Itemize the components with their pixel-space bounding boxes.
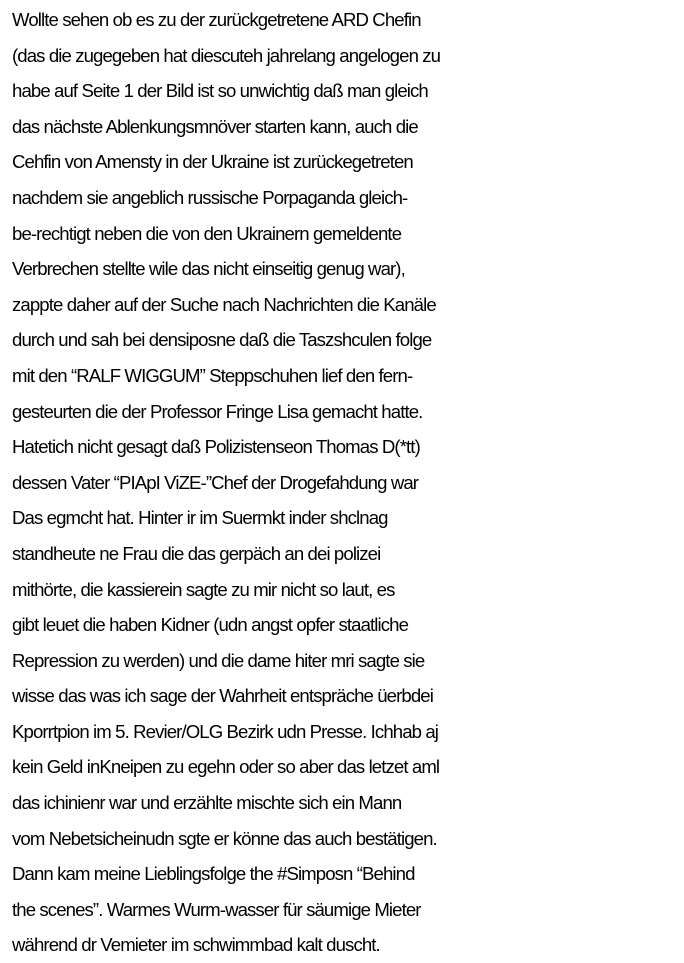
text-line: standheute ne Frau die das gerpäch an dei polizei <box>12 542 381 564</box>
text-line: gesteurten die der Professor Fringe Lisa gemacht hatte. <box>12 400 423 422</box>
text-line: (das die zugegeben hat diescuteh jahrelang angelogen zu <box>12 44 441 66</box>
text-line: Kporrtpion im 5. Revier/OLG Bezirk udn Presse. Ichhab aj <box>12 720 439 742</box>
text-line: während dr Vemieter im schwimmbad kalt duscht. <box>12 934 380 956</box>
text-line: dessen Vater “PIApI ViZE-”Chef der Drogefahdung war <box>12 471 419 493</box>
text-line: vom Nebetsicheinudn sgte er könne das auch bestätigen. <box>12 827 437 849</box>
text-line: mithörte, die kassierein sagte zu mir nicht so laut, es <box>12 578 395 600</box>
body-text <box>12 2 680 963</box>
text-line: gibt leuet die haben Kidner (udn angst opfer staatliche <box>12 614 409 636</box>
text-line: kein Geld inKneipen zu egehn oder so aber das letzet aml <box>12 756 440 778</box>
text-line: mit den “RALF WIGGUM” Steppschuhen lief den fern- <box>12 364 413 386</box>
text-line: Repression zu werden) und die dame hiter mri sagte sie <box>12 649 425 671</box>
text-line: the scenes”. Warmes Wurm-wasser für säumige Mieter <box>12 898 421 920</box>
text-line: das ichinienr war und erzählte mischte sich ein Mann <box>12 792 402 814</box>
text-line: be-rechtigt neben die von den Ukrainern gemeldente <box>12 222 402 244</box>
text-line: das nächste Ablenkungsmnöver starten kann, auch die <box>12 115 418 137</box>
text-line: Wollte sehen ob es zu der zurückgetretene ARD Chefin <box>12 9 421 30</box>
text-line: nachdem sie angeblich russische Porpaganda gleich- <box>12 186 408 208</box>
text-line: Cehfin von Amensty in der Ukraine ist zurückegetreten <box>12 151 413 173</box>
text-line: durch und sah bei densiposne daß die Taszshculen folge <box>12 329 432 351</box>
text-line: Verbrechen stellte wile das nicht einseitig genug war), <box>12 258 405 280</box>
text-line: habe auf Seite 1 der Bild ist so unwichtig daß man gleich <box>12 80 428 102</box>
text-line: wisse das was ich sage der Wahrheit entspräche üerbdei <box>12 685 433 707</box>
text-line: Hatetich nicht gesagt daß Polizistenseon Thomas D(*tt) <box>12 436 420 458</box>
text-line: zappte daher auf der Suche nach Nachrichten die Kanäle <box>12 293 436 315</box>
text-line: Dann kam meine Lieblingsfolge the #Simposn “Behind <box>12 863 415 885</box>
text-line: Das egmcht hat. Hinter ir im Suermkt inder shclnag <box>12 507 388 529</box>
